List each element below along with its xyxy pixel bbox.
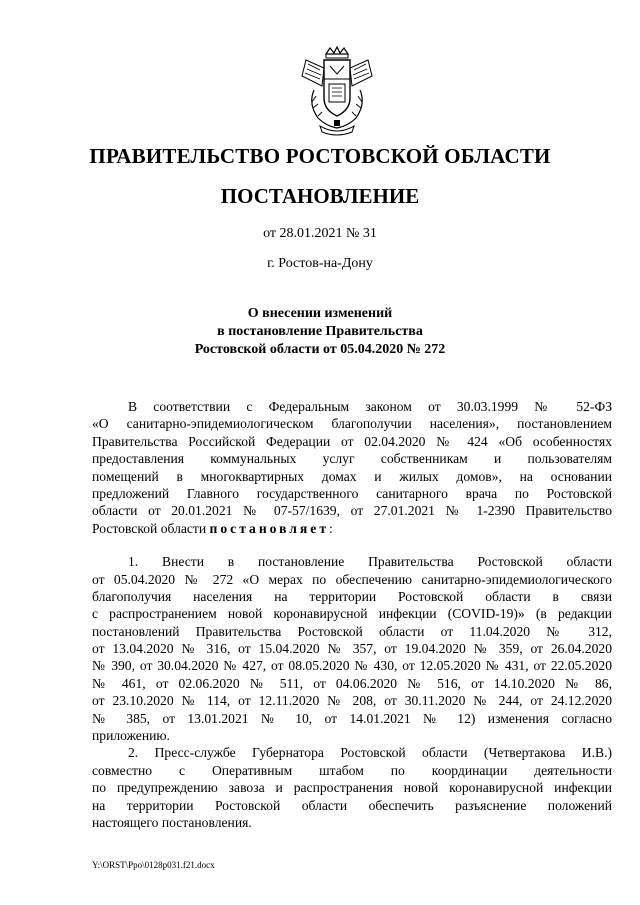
coat-of-arms-icon — [296, 46, 378, 136]
text-line: от 05.04.2020 № 272 «О мерах по обеспечению санитарно-эпидемиологического — [92, 571, 612, 587]
text-line: настоящего постановления. — [92, 814, 252, 830]
text-line: приложению. — [92, 728, 170, 744]
emphasis-resolves: постановляет — [209, 520, 329, 536]
text-line: от 23.10.2020 № 114, от 12.11.2020 № 208, от 30.11.2020 № 244, от 24.12.2020 — [92, 693, 612, 709]
text-line: области от 20.01.2021 № 07-57/1639, от 27.01.2021 № 1-2390 Правительство — [92, 503, 612, 519]
item-1-paragraph — [92, 553, 612, 744]
text-line: № 390, от 30.04.2020 № 427, от 08.05.2020 № 430, от 12.05.2020 № 431, от 22.05.2020 — [92, 658, 612, 674]
text-line: Правительства Российской Федерации от 02.04.2020 № 424 «Об особенностях — [92, 433, 612, 449]
text-line: с распространением новой коронавирусной инфекции (COVID-19)» (в редакции — [92, 606, 612, 622]
document-body — [92, 398, 612, 831]
subject-line: в постановление Правительства — [217, 324, 423, 339]
text-line: по предупреждению завоза и распространения новой коронавирусной инфекции — [92, 780, 612, 796]
organization-title: ПРАВИТЕЛЬСТВО РОСТОВСКОЙ ОБЛАСТИ — [89, 144, 551, 168]
text-line: предоставления коммунальных услуг собственникам и пользователям — [92, 451, 612, 467]
text-line: «О санитарно-эпидемиологическом благополучии населения», постановлением — [92, 416, 612, 432]
text-line: 2. Пресс-службе Губернатора Ростовской области (Четвертакова И.В.) — [128, 745, 612, 761]
text-line: В соответствии с Федеральным законом от 30.03.1999 № 52-ФЗ — [128, 399, 612, 414]
preamble-last-suffix: : — [329, 520, 333, 536]
file-path-footer: Y:\ORST\Ppo\0128p031.f21.docx — [92, 860, 215, 870]
item-2-paragraph — [92, 744, 612, 831]
document-date-number: от 28.01.2021 № 31 — [263, 226, 377, 241]
document-subject — [0, 305, 640, 359]
text-line: № 461, от 02.06.2020 № 511, от 04.06.2020 № 516, от 14.10.2020 № 86, — [92, 675, 612, 691]
text-line: благополучия населения на территории Ростовской области в связи — [92, 588, 612, 604]
document-type-title: ПОСТАНОВЛЕНИЕ — [220, 184, 420, 208]
text-line: постановлений Правительства Ростовской области от 11.04.2020 № 312, — [92, 623, 612, 639]
rostov-coat-of-arms-emblem — [296, 46, 378, 136]
text-line: № 385, от 13.01.2021 № 10, от 14.01.2021 № 12) изменения согласно — [92, 710, 612, 726]
subject-line: Ростовской области от 05.04.2020 № 272 — [194, 342, 446, 357]
text-line: предложений Главного государственного санитарного врача по Ростовской — [92, 485, 612, 501]
text-line: на территории Ростовской области обеспечить разъяснение положений — [92, 797, 612, 813]
text-line: помещений в многоквартирных домах и жилых домов», на основании — [92, 468, 612, 484]
preamble-last-prefix: Ростовской области — [92, 520, 210, 536]
preamble-paragraph — [92, 398, 612, 537]
text-line: совместно с Оперативным штабом по координации деятельности — [92, 762, 612, 778]
text-line: от 13.04.2020 № 316, от 15.04.2020 № 357, от 19.04.2020 № 359, от 26.04.2020 — [92, 641, 612, 657]
text-line: 1. Внести в постановление Правительства Ростовской области — [128, 554, 612, 570]
document-city: г. Ростов-на-Дону — [267, 256, 373, 271]
subject-line: О внесении изменений — [247, 306, 393, 321]
text-line-final — [92, 520, 612, 537]
